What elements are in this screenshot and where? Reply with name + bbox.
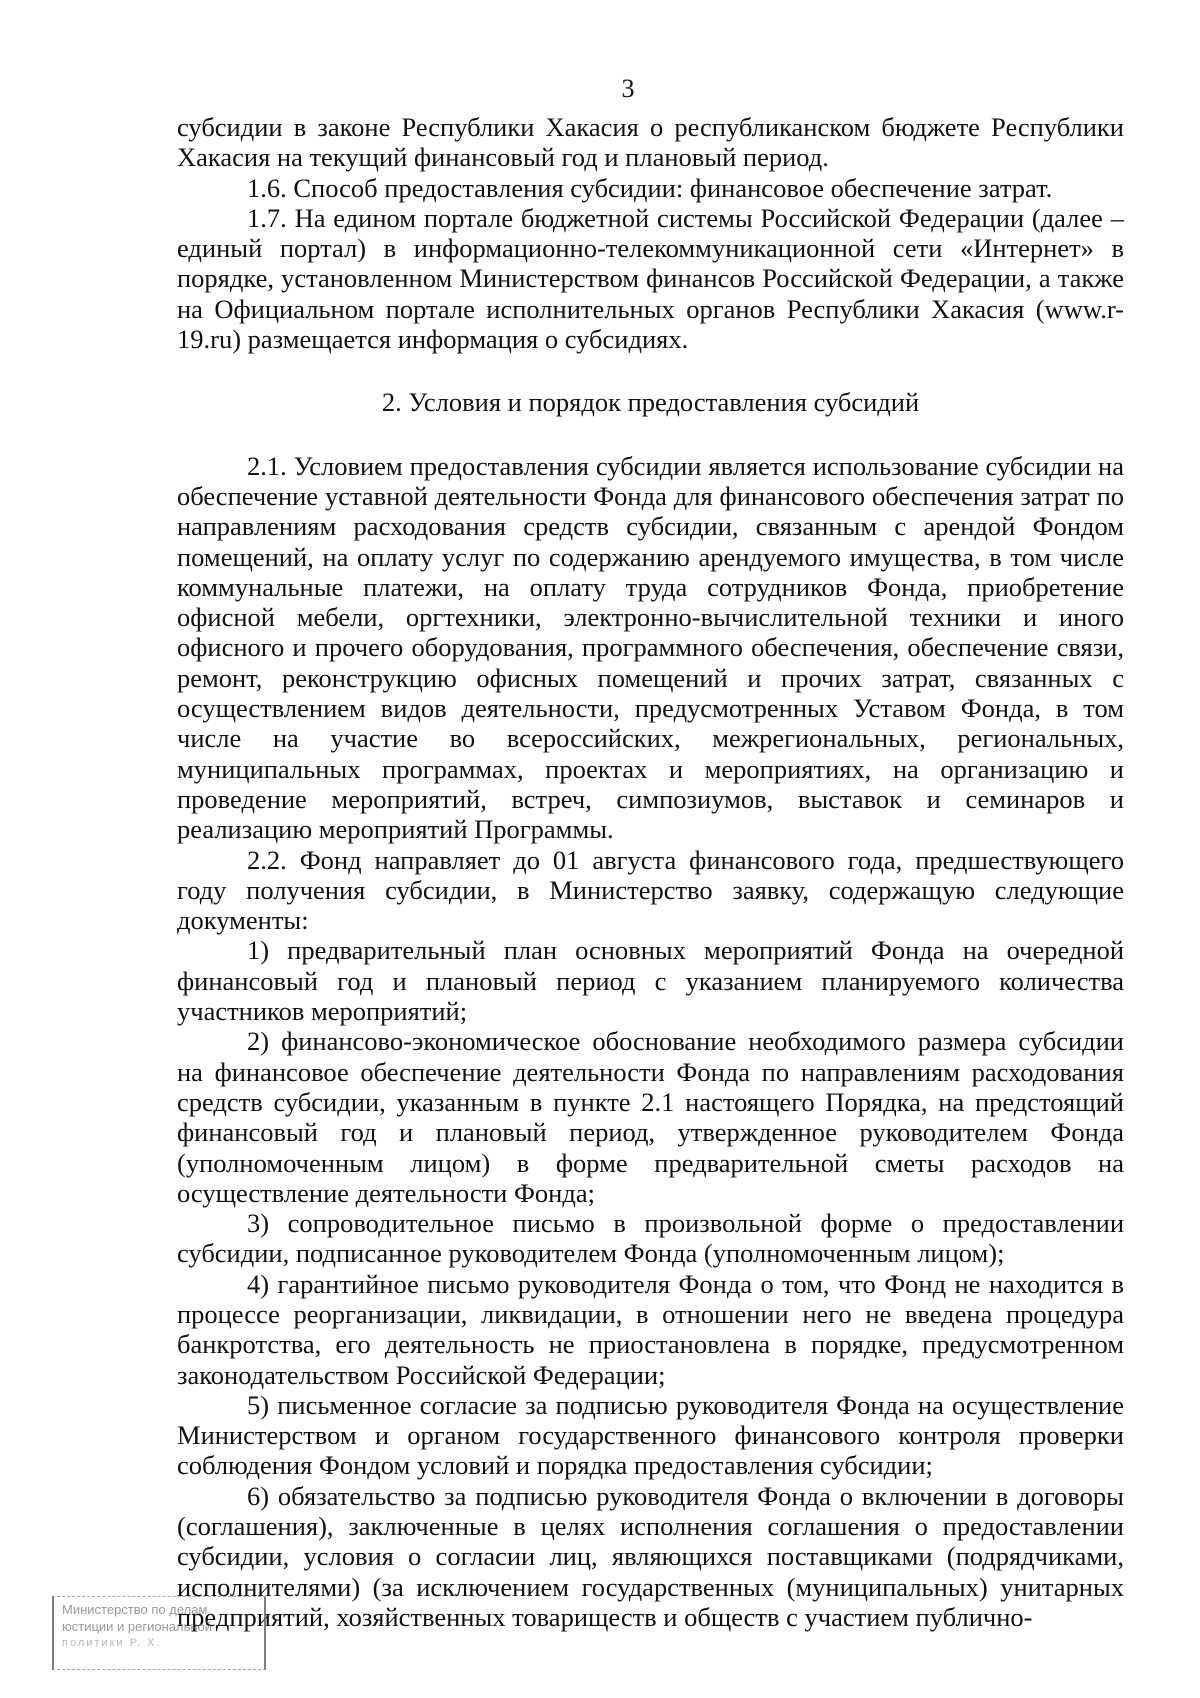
- stamp-line: Министерство по делам: [62, 1602, 208, 1617]
- section-heading: 2. Условия и порядок предоставления субсидий: [381, 387, 920, 418]
- document-body: [177, 112, 1124, 1632]
- registration-stamp: [52, 1596, 266, 1670]
- list-item-6: 6) обязательство за подписью руководителя Фонда о включении в договоры (соглашения), заключенные в целях исполнения соглашения о предоставлении субсидии, условия о согласии лиц, являющихся поставщиками (подрядчиками, исполнителями) (за исключением государственных (муниципальных) унитарных предприятий, хозяйственных товариществ и обществ с участием публично-: [177, 1480, 1124, 1632]
- stamp-line: политики Р. Х.: [62, 1637, 162, 1649]
- list-item-3: 3) сопроводительное письмо в произвольной форме о предоставлении субсидии, подписанное руководителем Фонда (уполномоченным лицом);: [177, 1208, 1124, 1269]
- list-item-1: 1) предварительный план основных мероприятий Фонда на очередной финансовый год и плановый период с указанием планируемого количества участников мероприятий;: [177, 935, 1124, 1027]
- list-item-5: 5) письменное согласие за подписью руководителя Фонда на осуществление Министерством и органом государственного финансового контроля проверки соблюдения Фондом условий и порядка предоставления субсидии;: [177, 1389, 1124, 1481]
- paragraph-1-7: 1.7. На едином портале бюджетной системы Российской Федерации (далее – единый портал) в информационно-телекоммуникационной сети «Интернет» в порядке, установленном Министерством финансов Российской Федерации, а также на Официальном портале исполнительных органов Республики Хакасия (www.r-19.ru) размещается информация о субсидиях.: [177, 202, 1124, 355]
- stamp-line: юстиции и региональной: [62, 1619, 213, 1634]
- paragraph-continuation: субсидии в законе Республики Хакасия о республиканском бюджете Республики Хакасия на текущий финансовый год и плановый период.: [177, 112, 1124, 173]
- paragraph-2-1: 2.1. Условием предоставления субсидии является использование субсидии на обеспечение уставной деятельности Фонда для финансового обеспечения затрат по направлениям расходования средств субсидии, связанным с арендой Фондом помещений, на оплату услуг по содержанию арендуемого имущества, в том числе коммунальные платежи, на оплату труда сотрудников Фонда, приобретение офисной мебели, оргтехники, электронно-вычислительной техники и иного офисного и прочего оборудования, программного обеспечения, обеспечение связи, ремонт, реконструкцию офисных помещений и прочих затрат, связанных с осуществлением видов деятельности, предусмотренных Уставом Фонда, в том числе на участие во всероссийских, межрегиональных, региональных, муниципальных программах, проектах и мероприятиях, на организацию и проведение мероприятий, встреч, симпозиумов, выставок и семинаров и реализацию мероприятий Программы.: [177, 450, 1124, 845]
- list-item-4: 4) гарантийное письмо руководителя Фонда о том, что Фонд не находится в процессе реорганизации, ликвидации, в отношении него не введена процедура банкротства, его деятельность не приостановлена в порядке, предусмотренном законодательством Российской Федерации;: [177, 1268, 1124, 1390]
- page-number: 3: [621, 74, 635, 103]
- paragraph-2-2: 2.2. Фонд направляет до 01 августа финансового года, предшествующего году получения субсидии, в Министерство заявку, содержащую следующие документы:: [177, 844, 1124, 936]
- list-item-2: 2) финансово-экономическое обоснование необходимого размера субсидии на финансовое обеспечение деятельности Фонда по направлениям расходования средств субсидии, указанным в пункте 2.1 настоящего Порядка, на предстоящий финансовый год и плановый период, утвержденное руководителем Фонда (уполномоченным лицом) в форме предварительной сметы расходов на осуществление деятельности Фонда;: [177, 1026, 1124, 1208]
- paragraph-1-6: 1.6. Способ предоставления субсидии: финансовое обеспечение затрат.: [247, 172, 1053, 203]
